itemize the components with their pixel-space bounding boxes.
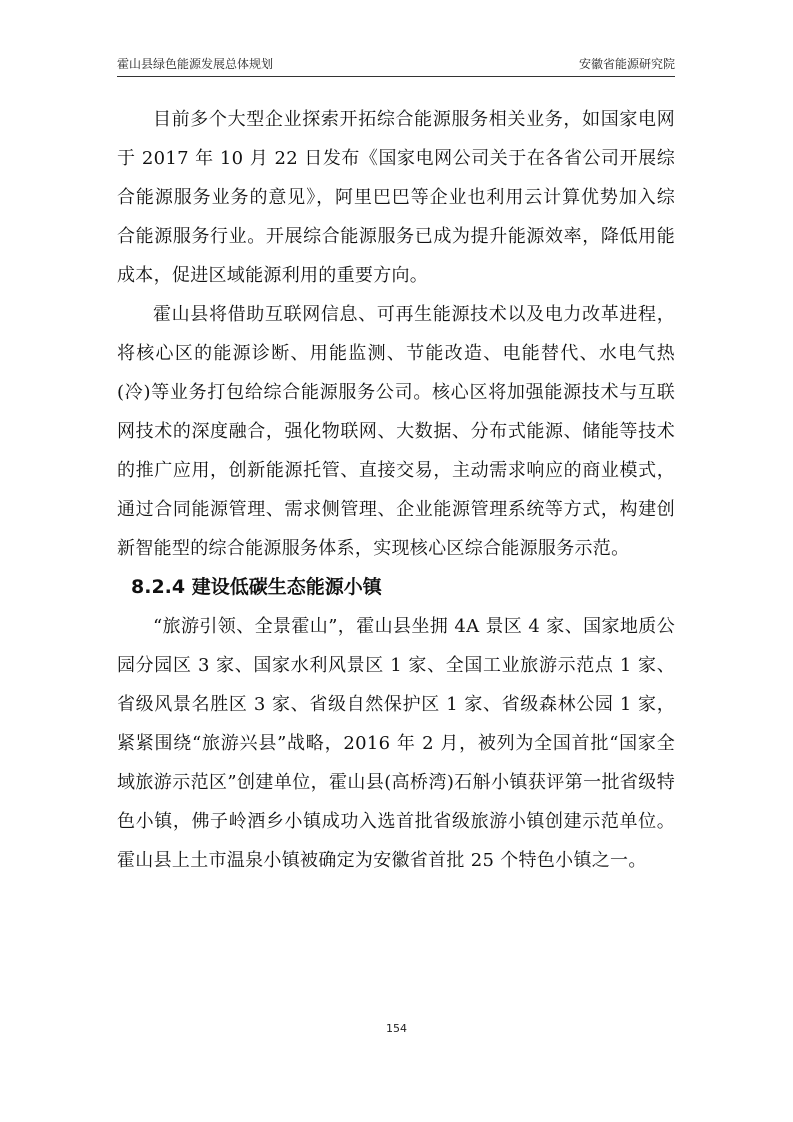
header-document-title: 霍山县绿色能源发展总体规划 bbox=[117, 57, 274, 71]
header-organization: 安徽省能源研究院 bbox=[578, 57, 675, 71]
section-heading: 8.2.4 建设低碳生态能源小镇 bbox=[131, 576, 382, 598]
body-paragraph-1: 目前多个大型企业探索开拓综合能源服务相关业务，如国家电网于 2017 年 10 月 22 日发布《国家电网公司关于在各省公司开展综合能源服务业务的意见》，阿里巴巴等企业也利用云计算优势加入综合能源服务行业。开展综合能源服务已成为提升能源效率，降低用能成本，促进区域能源利用的重要方向。 bbox=[117, 109, 675, 286]
body-paragraph-3: “旅游引领、全景霍山”，霍山县坐拥 4A 景区 4 家、国家地质公园分园区 3 家、国家水利风景区 1 家、全国工业旅游示范点 1 家、省级风景名胜区 3 家、省级自然保护区 1 家、省级森林公园 1 家，紧紧围绕“旅游兴县”战略，2016 年 2 月，被列为全国首批“国家全域旅游示范区”创建单位，霍山县(高桥湾)石斛小镇获评第一批省级特色小镇，佛子岭酒乡小镇成功入选首批省级旅游小镇创建示范单位。霍山县上土市温泉小镇被确定为安徽省首批 25 个特色小镇之一。 bbox=[117, 616, 675, 871]
page-content bbox=[117, 100, 675, 880]
page-number: 154 bbox=[386, 1022, 407, 1035]
page-header bbox=[117, 52, 675, 77]
body-paragraph-2: 霍山县将借助互联网信息、可再生能源技术以及电力改革进程，将核心区的能源诊断、用能监测、节能改造、电能替代、水电气热(冷)等业务打包给综合能源服务公司。核心区将加强能源技术与互联网技术的深度融合，强化物联网、大数据、分布式能源、储能等技术的推广应用，创新能源托管、直接交易，主动需求响应的商业模式，通过合同能源管理、需求侧管理、企业能源管理系统等方式，构建创新智能型的综合能源服务体系，实现核心区综合能源服务示范。 bbox=[117, 304, 675, 559]
